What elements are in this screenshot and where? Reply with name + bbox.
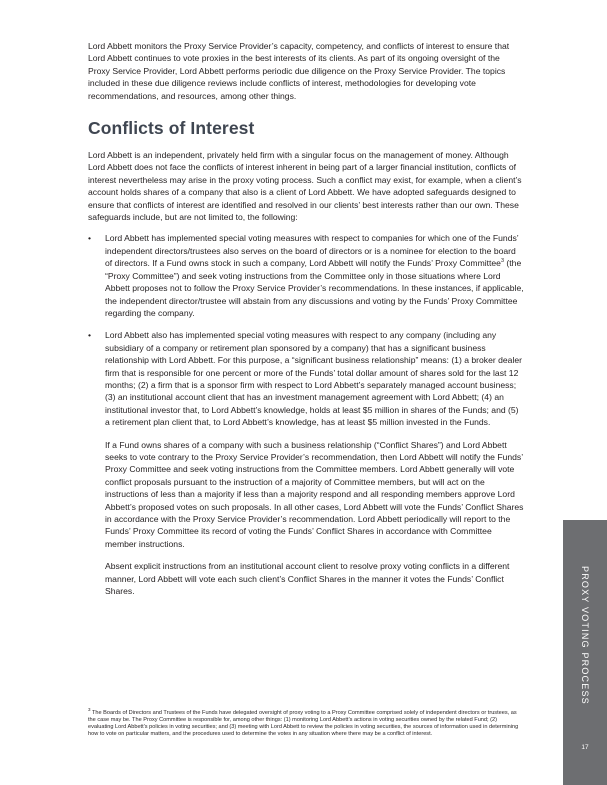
bullet1-text: Lord Abbett has implemented special voting measures with respect to companies for which one of the Funds’ independent directors/trustees also serves on the board of directors or is a nominee for election to the board of directors. If a Fund owns stock in such a company, Lord Abbett will notify the Funds’ Proxy Committee [105, 233, 519, 269]
safeguards-list [88, 232, 524, 428]
list-item [88, 232, 524, 319]
sidebar-label: PROXY VOTING PROCESS [580, 565, 590, 705]
document-body [88, 40, 524, 607]
footnote-marker: 3 [88, 707, 91, 712]
intro-paragraph: Lord Abbett monitors the Proxy Service Provider’s capacity, competency, and conflicts of interest to ensure that Lord Abbett continues to vote proxies in the best interests of its clients. As part of its ongoing oversight of the Proxy Service Provider, Lord Abbett performs periodic due diligence on the Proxy Service Provider. The topics included in these due diligence reviews include conflicts of interest, methodologies for developing vote recommendations, and resources, among other things. [88, 41, 510, 101]
section-heading: Conflicts of Interest [88, 118, 255, 139]
page-number: 17 [581, 744, 589, 751]
bullet-icon: • [88, 330, 92, 341]
conflict-shares-paragraph: If a Fund owns shares of a company with such a business relationship (“Conflict Shares”) and Lord Abbett seeks to vote contrary to the Proxy Service Provider’s recommendation, then Lord Abbett will notify the Funds’ Proxy Committee and seek voting instructions from the Committee members. Lord Abbett generally will vote conflict proposals pursuant to the instruction of a majority of Committee members, but will act on the instructions of less than a majority if less than a majority respond and all responding members approve Lord Abbett’s proposed votes on such proposals. In all other cases, Lord Abbett will vote the Funds’ Conflict Shares in accordance with the Proxy Service Provider’s recommendation. Lord Abbett periodically will report to the Funds’ Proxy Committee its record of voting the Funds’ Conflict Shares in accordance with Committee member instructions. [105, 439, 524, 549]
section-paragraph: Lord Abbett is an independent, privately held firm with a singular focus on the management of money. Although Lord Abbett does not face the conflicts of interest inherent in being part of a larger financial institution, conflicts of interest nevertheless may arise in the proxy voting process. Such a conflict may exist, for example, when a client’s account holds shares of a company that also is a client of Lord Abbett. We have adopted safeguards designed to ensure that conflicts of interest are identified and resolved in our clients’ best interests rather than our own. These safeguards include, but are not limited to, the following: [88, 150, 522, 223]
footnote [88, 706, 524, 739]
sidebar-label-container [563, 520, 607, 750]
bullet1-text-continued: (the “Proxy Committee”) and seek voting instructions from the Committee only in those situations where Lord Abbett proposes not to follow the Proxy Service Provider’s recommendations. In these instances, if applicable, the independent director/trustee will abstain from any discussions and voting by the Funds’ Proxy Committee regarding the company. [105, 258, 524, 318]
bullet2-text: Lord Abbett also has implemented special voting measures with respect to any company (including any subsidiary of a company or retirement plan sponsored by a company) that has a significant business relationship with Lord Abbett. For this purpose, a “significant business relationship” means: (1) a broker dealer firm that is responsible for one percent or more of the Funds’ total dollar amount of shares sold for the last 12 months; (2) a firm that is a sponsor firm with respect to Lord Abbett’s separately managed account business; (3) an institutional account client that has an investment management agreement with Lord Abbett; (4) an institutional investor that, to Lord Abbett’s knowledge, holds at least $5 million in shares of the Funds; and (5) a retirement plan client that, to Lord Abbett’s knowledge, has at least $5 million invested in the Funds. [105, 330, 523, 428]
footnote-reference: 3 [500, 258, 505, 265]
list-item [88, 329, 524, 428]
institutional-client-paragraph: Absent explicit instructions from an institutional account client to resolve proxy voting conflicts in a different manner, Lord Abbett will vote each such client’s Conflict Shares in the manner it votes the Funds’ Conflict Shares. [105, 561, 510, 597]
footnote-text: The Boards of Directors and Trustees of the Funds have delegated oversight of proxy voting to a Proxy Committee comprised solely of independent directors or trustees, as the case may be. The Proxy Committee is responsible for, among other things: (1) monitoring Lord Abbett’s actions in voting securities owned by the related Fund; (2) evaluating Lord Abbett’s policies in voting securities; and (3) meeting with Lord Abbett to review the policies in voting securities, the sources of information used in determining how to vote on particular matters, and the procedures used to determine the votes in any situation where there may be a conflict of interest. [88, 709, 519, 738]
bullet-icon: • [88, 233, 92, 244]
